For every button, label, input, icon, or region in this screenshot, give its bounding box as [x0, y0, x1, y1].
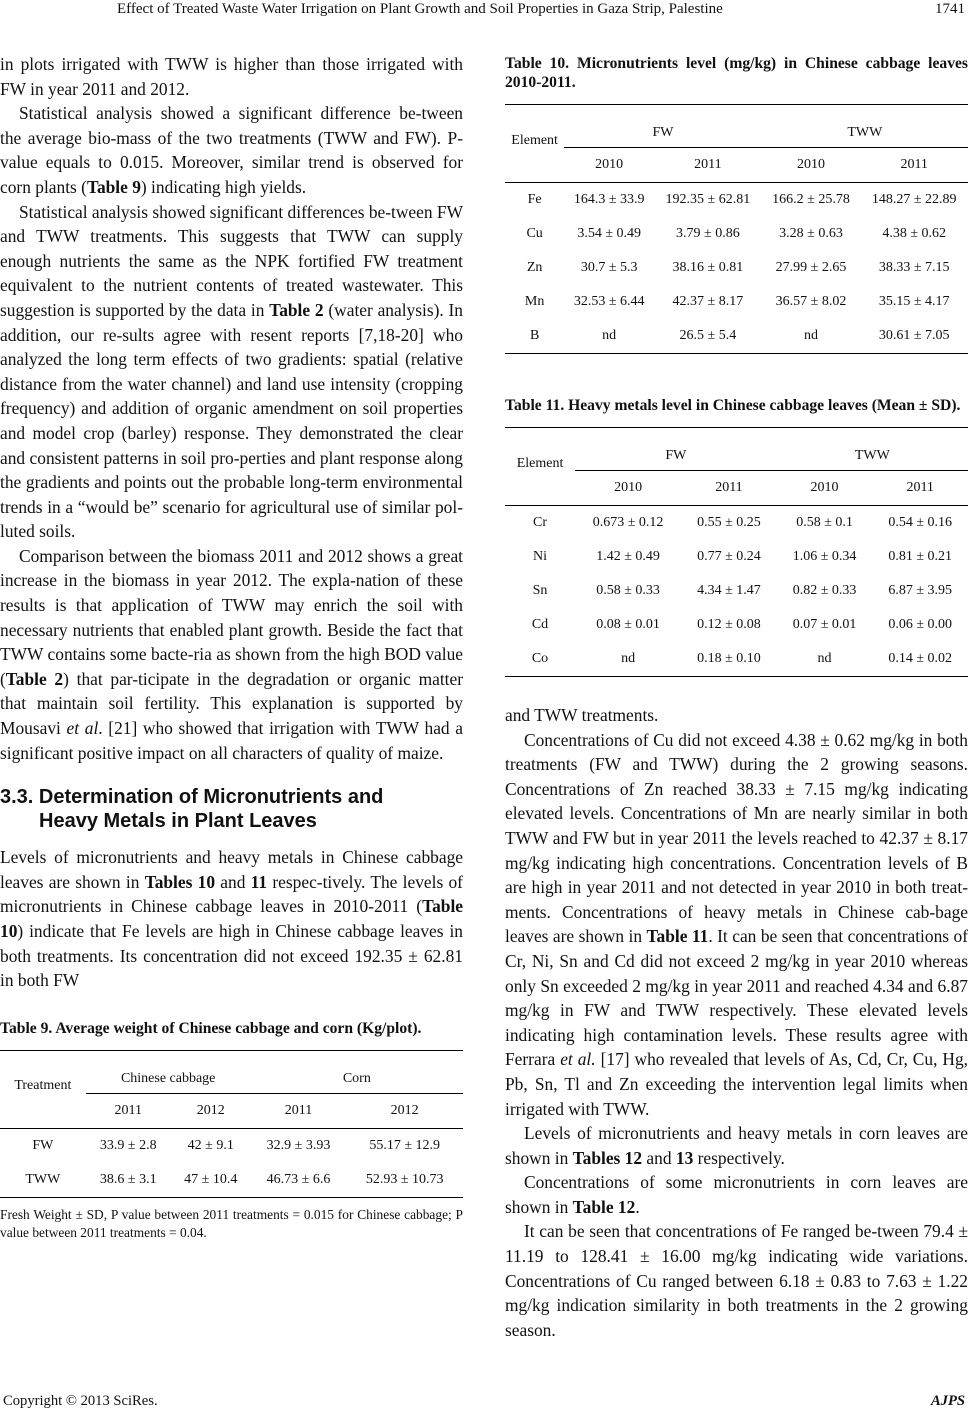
table-row: Cr 0.673 ± 0.12 0.55 ± 0.25 0.58 ± 0.1 0.54 ± 0.16 — [533, 515, 953, 530]
column-header: 2012 — [171, 1093, 251, 1128]
table-row: Fe 164.3 ± 33.9 192.35 ± 62.81 166.2 ± 25.78 148.27 ± 22.89 — [527, 192, 957, 207]
column-group: Chinese cabbage — [86, 1050, 251, 1093]
journal-name: AJPS — [930, 1393, 965, 1409]
paragraph: Concentrations of some micronutrients in corn leaves are shown in Table 12. — [505, 1172, 968, 1217]
copyright: Copyright © 2013 SciRes. — [3, 1393, 158, 1409]
column-header: 2011 — [872, 471, 968, 506]
column-header: 2010 — [575, 471, 681, 506]
table-row: Cd 0.08 ± 0.01 0.12 ± 0.08 0.07 ± 0.01 0.06 ± 0.00 — [531, 617, 953, 632]
table-11 — [505, 427, 968, 677]
column-group: FW — [575, 428, 777, 471]
left-column — [0, 52, 463, 1242]
table-reference[interactable]: Table 10 — [0, 896, 463, 941]
column-header: 2011 — [86, 1093, 171, 1128]
row-header: Element — [505, 105, 564, 183]
paragraph: Levels of micronutrients and heavy metals in corn leaves are shown in Tables 12 and 13 respectively. — [505, 1123, 968, 1168]
table-row: FW 33.9 ± 2.8 42 ± 9.1 32.9 ± 3.93 55.17 ± 12.9 — [32, 1137, 440, 1153]
paragraph: Concentrations of Cu did not exceed 4.38 ± 0.62 mg/kg in both treatments (FW and TWW) during the 2 growing seasons. Concentrations of Zn reached 38.33 ± 7.15 mg/kg indicating elevated levels. Concentrations of Mn are nearly similar in both TWW and FW but in year 2011 the levels reached to 42.37 ± 8.17 mg/kg indicating high concentrations. Concentration levels of B are high in year 2011 and not detected in year 2010 in both treat-ments. Concentrations of heavy metals in Chinese cab-bage leaves are shown in Table 11. It can be seen that concentrations of Cr, Ni, Sn and Cd did not exceed 2 mg/kg in year 2010 whereas only Sn exceeded 2 mg/kg in year 2011 and reached 4.34 and 6.87 mg/kg in FW and TWW respectively. These elevated levels indicating high contamination levels. These results agree with Ferrara et al. [17] who revealed that levels of As, Cd, Cr, Cu, Hg, Pb, Sn, Tl and Zn exceeding the intervention legal limits when irrigated with TWW. — [505, 729, 968, 1119]
running-header — [0, 0, 968, 26]
paragraph: Statistical analysis showed a significant difference be-tween the average bio-mass of the two treatments (TWW and FW). P-value equals to 0.015. Moreover, similar trend is observed for corn plants (Table 9) indicating high yields. — [0, 103, 463, 197]
column-header: 2010 — [777, 471, 873, 506]
row-header: Treatment — [0, 1050, 86, 1128]
table-row: Mn 32.53 ± 6.44 42.37 ± 8.17 36.57 ± 8.02 35.15 ± 4.17 — [524, 294, 950, 309]
column-group: Corn — [251, 1050, 463, 1093]
table-row: Ni 1.42 ± 0.49 0.77 ± 0.24 1.06 ± 0.34 0.81 ± 0.21 — [533, 549, 953, 564]
table-reference[interactable]: 11 — [250, 871, 268, 892]
table-10 — [505, 104, 968, 354]
table-reference[interactable]: Table 2 — [5, 668, 64, 689]
page-number: 1741 — [935, 1, 965, 17]
table-reference[interactable]: Tables 12 — [572, 1147, 643, 1168]
paragraph: and TWW treatments. — [505, 705, 659, 725]
paragraph: in plots irrigated with TWW is higher than those irrigated with FW in year 2011 and 2012. — [0, 54, 463, 99]
table-11-caption: Table 11. Heavy metals level in Chinese cabbage leaves (Mean ± SD). — [505, 397, 961, 414]
paragraph: Levels of micronutrients and heavy metals in Chinese cabbage leaves are shown in Tables 10 and 11 respec-tively. The levels of micronutrients in Chinese cabbage leaves in 2010-2011 (Table 10) indicate that Fe levels are high in Chinese cabbage leaves in both treatments. Its concentration did not exceed 192.35 ± 62.81 in both FW — [0, 847, 463, 991]
column-header: 2012 — [346, 1093, 463, 1128]
table-row: Co nd 0.18 ± 0.10 nd 0.14 ± 0.02 — [531, 651, 953, 666]
section-heading: 3.3. Determination of Micronutrients and Heavy Metals in Plant Leaves — [0, 786, 384, 833]
column-header: 2010 — [564, 148, 654, 183]
column-group: FW — [564, 105, 761, 148]
table-row: B nd 26.5 ± 5.4 nd 30.61 ± 7.05 — [529, 328, 950, 343]
table-reference[interactable]: Table 2 — [269, 299, 324, 320]
table-9 — [0, 1050, 463, 1198]
column-header: 2011 — [251, 1093, 347, 1128]
table-9-caption: Table 9. Average weight of Chinese cabbage and corn (Kg/plot). — [0, 1019, 422, 1037]
table-row: TWW 38.6 ± 3.1 47 ± 10.4 46.73 ± 6.6 52.93 ± 10.73 — [25, 1171, 444, 1187]
column-header: 2011 — [654, 148, 762, 183]
column-group: TWW — [777, 428, 968, 471]
table-reference[interactable]: Table 12 — [572, 1196, 636, 1217]
table-row: Zn 30.7 ± 5.3 38.16 ± 0.81 27.99 ± 2.65 38.33 ± 7.15 — [526, 260, 950, 275]
table-reference[interactable]: Table 9 — [86, 176, 141, 197]
table-row: Cu 3.54 ± 0.49 3.79 ± 0.86 3.28 ± 0.63 4.38 ± 0.62 — [526, 226, 947, 241]
table-reference[interactable]: 13 — [675, 1147, 694, 1168]
paragraph: Comparison between the biomass 2011 and 2012 shows a great increase in the biomass in year 2012. The expla-nation of these results is that application of TWW may enrich the soil with necessary nutrients that enabled plant growth. Beside the fact that TWW contains some bacte-ria as shown from the high BOD value (Table 2) that par-ticipate in the degradation or organic matter that maintain soil fertility. This explanation is supported by Mousavi et al. [21] who showed that irrigation with TWW had a significant positive impact on all characters of quality of maize. — [0, 545, 464, 763]
row-header: Element — [505, 428, 575, 506]
paragraph: Statistical analysis showed significant differences be-tween FW and TWW treatments. This suggests that TWW can supply enough nutrients the same as the NPK fortified FW treatment equivalent to the nutrient contents of treated wastewater. This suggestion is supported by the data in Table 2 (water analysis). In addition, our re-sults agree with resent reports [7,18-20] who analyzed the long term effects of two gradients: spatial (relative distance from the water channel) and land use intensity (cropping frequency) and addition of organic amendment on soil properties and model crop (barley) response. They demonstrated the clear and consistent patterns in soil pro-perties and plant response along the gradients and points out the probable long-term environmental trends in a “would be” scenario for agricultural use of similar pol-luted soils. — [0, 201, 463, 542]
table-10-caption: Table 10. Micronutrients level (mg/kg) in Chinese cabbage leaves 2010-2011. — [505, 55, 968, 91]
paragraph: It can be seen that concentrations of Fe ranged be-tween 79.4 ± 11.19 to 128.41 ± 16.00 mg/kg indicating wide variations. Concentrations of Cu ranged between 6.18 ± 0.83 to 7.63 ± 1.22 mg/kg indication similarity in both treatments in the 2 growing season. — [505, 1221, 968, 1340]
column-group: TWW — [762, 105, 968, 148]
column-header: 2011 — [860, 148, 968, 183]
column-header: 2010 — [762, 148, 861, 183]
table-reference[interactable]: Table 11 — [646, 926, 709, 947]
column-header: 2011 — [681, 471, 777, 506]
table-reference[interactable]: Tables 10 — [144, 871, 216, 892]
right-column — [505, 54, 968, 1342]
running-title: Effect of Treated Waste Water Irrigation on Plant Growth and Soil Properties in Gaza Strip, Palestine — [117, 1, 723, 17]
table-9-footnote: Fresh Weight ± SD, P value between 2011 treatments = 0.015 for Chinese cabbage; P value between 2011 treatments = 0.04. — [0, 1206, 463, 1240]
table-row: Sn 0.58 ± 0.33 4.34 ± 1.47 0.82 ± 0.33 6.87 ± 3.95 — [532, 583, 953, 598]
